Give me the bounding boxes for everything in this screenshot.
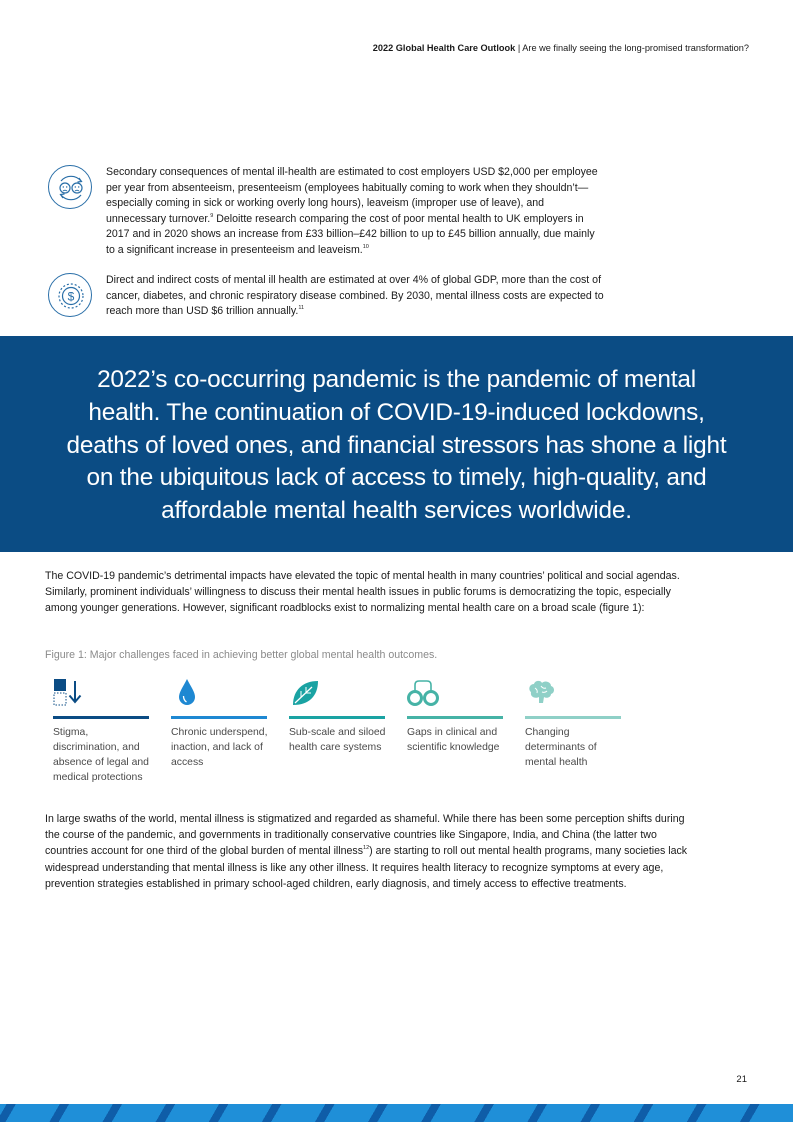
closing-text-part2: ) are starting to roll out mental health programs, many societies lack widespread understanding that mental illness is like any other illness. It requires health literacy to recognize symptoms at every age, prevention strategies established in primary school-aged children, early diagnosis, and timely access to effective treatments. [45, 845, 688, 890]
stat-text [106, 273, 606, 320]
challenge-label: Stigma, discrimination, and absence of legal and medical protections [53, 727, 149, 783]
running-header [373, 43, 749, 53]
handcuffs-icon [407, 678, 439, 708]
stat-text-part1: Direct and indirect costs of mental ill health are estimated at over 4% of global GDP, more than the cost of cancer, diabetes, and chronic respiratory disease combined. By 2030, mental illness costs are expected to reach more than USD $6 trillion annually. [106, 274, 604, 318]
closing-text-part1: In large swaths of the world, mental illness is stigmatized and regarded as shameful. While there has been some perception shifts during the course of the pandemic, and governments in traditionally conservative countries like Singapore, India, and China (the latter two countries account for one third of the global burden of mental illness [45, 813, 685, 858]
svg-text:$: $ [67, 289, 75, 304]
footer-stripes [0, 1104, 793, 1122]
challenge-label: Changing determinants of mental health [525, 727, 597, 768]
water-drop-icon [171, 678, 203, 708]
challenge-bar [289, 716, 385, 719]
stat-text-part2: Deloitte research comparing the cost of poor mental health to UK employers in 2017 and in 2020 shows an increase from £33 billion–£42 billion to up to £45 billion annually, due mainly to a significant increase in presenteeism and leaveism. [106, 212, 595, 256]
report-subtitle: Are we finally seeing the long-promised transformation? [522, 43, 749, 53]
stat-text [106, 165, 606, 259]
pull-quote: 2022’s co-occurring pandemic is the pandemic of mental health. The continuation of COVID-19-induced lockdowns, deaths of loved ones, and financial stressors has shone a light on the ubiquitous lack of access to timely, high-quality, and affordable mental health services worldwide. [66, 366, 727, 525]
pull-quote-banner [0, 336, 793, 552]
challenge-label: Sub-scale and siloed health care systems [289, 727, 386, 753]
challenge-bar [525, 716, 621, 719]
challenge-bar [53, 716, 149, 719]
footnote-ref: 11 [298, 305, 305, 312]
report-title: 2022 Global Health Care Outlook [372, 43, 516, 53]
footnote-ref: 10 [362, 243, 369, 250]
stat-text-part1: Secondary consequences of mental ill-health are estimated to cost employers USD $2,000 per employee per year from absenteeism, presenteeism (employees habitually coming to work when they shouldn’t—especially coming in sick or working overly long hours), leaveism (improper use of leave), and unnecessary turnover. [106, 166, 598, 225]
figure-caption: Figure 1: Major challenges faced in achieving better global mental health outcomes. [45, 649, 438, 661]
challenge-label: Chronic underspend, inaction, and lack of access [171, 727, 268, 768]
challenge-label: Gaps in clinical and scientific knowledge [407, 727, 500, 753]
footnote-ref: 12 [363, 845, 370, 852]
leaf-icon [289, 678, 321, 708]
intro-paragraph: The COVID-19 pandemic’s detrimental impacts have elevated the topic of mental health in many countries’ political and social agendas. Similarly, prominent individuals’ willingness to discuss their mental health issues in public forums is democratizing the topic, especially among younger generations. However, significant roadblocks exist to normalizing mental health care on a broad scale (figure 1): [45, 570, 680, 615]
header-separator: | [517, 43, 521, 53]
closing-paragraph [45, 811, 695, 892]
dollar-coin-icon [48, 273, 92, 317]
challenge-bar [407, 716, 503, 719]
footnote-ref: 9 [210, 212, 214, 219]
page-number: 21 [736, 1074, 747, 1085]
brain-icon [525, 678, 557, 708]
sad-faces-cycle-icon [48, 165, 92, 209]
stigma-arrow-icon [53, 678, 85, 708]
challenge-bar [171, 716, 267, 719]
